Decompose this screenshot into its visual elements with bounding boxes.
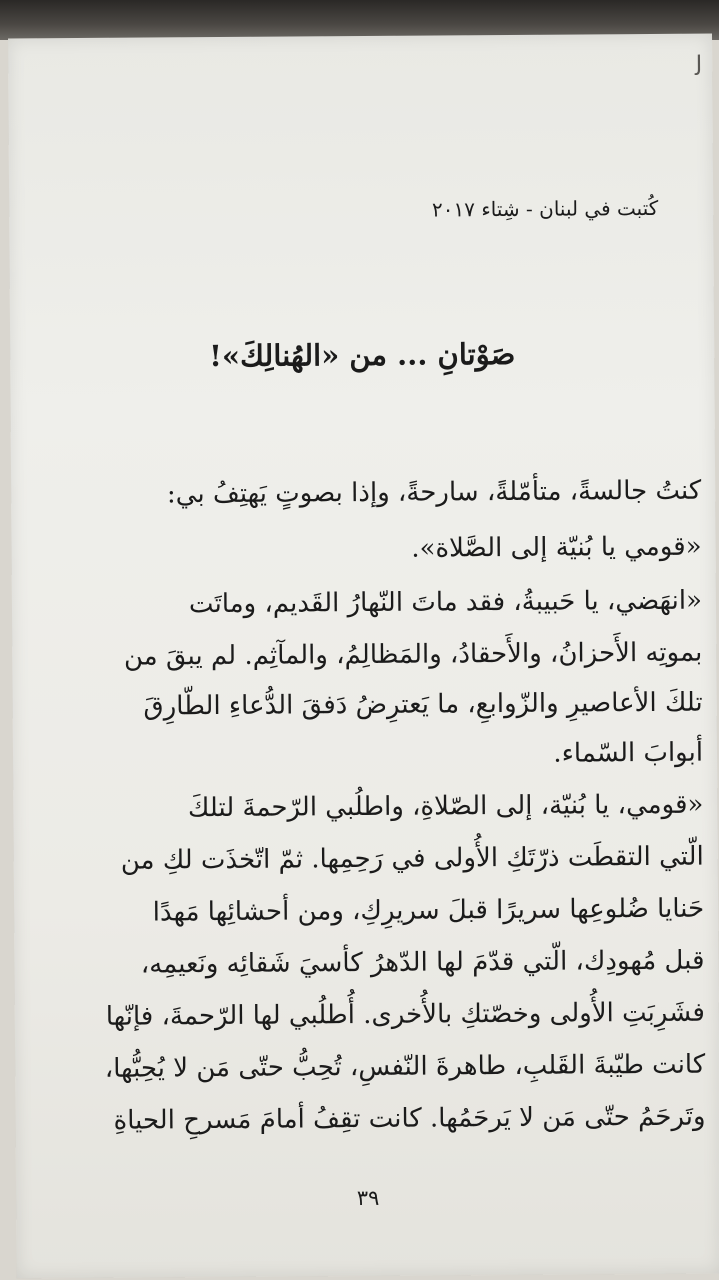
text-line: قبل مُهودِك، الّتي قدّمَ لها الدّهرُ كأسيَ شَقائِه ونَعيمِه،	[140, 945, 705, 980]
text-line: وتَرحَمُ حتّى مَن لا يَرحَمُها. كانت تقِفُ أمامَ مَسرحِ الحياةِ	[113, 1101, 706, 1136]
page-text	[8, 34, 719, 1279]
page-number: ٣٩	[356, 1185, 380, 1211]
text-line: «قومي يا بُنيّة إلى الصَّلاة».	[411, 531, 702, 564]
book-page	[8, 34, 719, 1279]
page-corner-mark: J	[695, 51, 703, 77]
text-line: بموتِه الأَحزانُ، والأَحقادُ، والمَظالِمُ، والمآثِم. لم يبقَ من	[123, 637, 703, 672]
text-line: فشَرِبَتِ الأُولى وخصّتكِ بالأُخرى. أُطلُبي لها الرّحمةَ، فإنّها	[105, 997, 705, 1032]
text-line: الّتي التقطَت ذرّتَكِ الأُولى في رَحِمِها. ثمّ اتّخذَت لكِ من	[120, 841, 704, 876]
text-line: «قومي، يا بُنيّة، إلى الصّلاةِ، واطلُبي الرّحمةَ لتلكَ	[187, 789, 704, 824]
date-line: كُتبت في لبنان - شِتاء ٢٠١٧	[431, 195, 659, 222]
text-line: كانت طيّبةَ القَلبِ، طاهرةَ النّفسِ، تُحِبُّ حتّى مَن لا يُحِبُّها،	[104, 1049, 706, 1084]
chapter-title: صَوْتانِ ... من «الهُنالِكَ»!	[209, 336, 516, 374]
text-line: أبوابَ السّماء.	[553, 737, 704, 769]
text-line: كنتُ جالسةً، متأمّلةً، سارحةً، وإذا بصوتٍ يَهتِفُ بي:	[166, 475, 702, 510]
text-line: حَنايا ضُلوعِها سريرًا قبلَ سريرِكِ، ومن أحشائِها مَهدًا	[152, 893, 705, 928]
text-line: تلكَ الأعاصيرِ والزّوابعِ، ما يَعترِضُ دَفقَ الدُّعاءِ الطّارِقَ	[143, 687, 703, 722]
text-line: «انهَضي، يا حَبيبةُ، فقد ماتَ النّهارُ القَديم، وماتَت	[188, 585, 703, 620]
